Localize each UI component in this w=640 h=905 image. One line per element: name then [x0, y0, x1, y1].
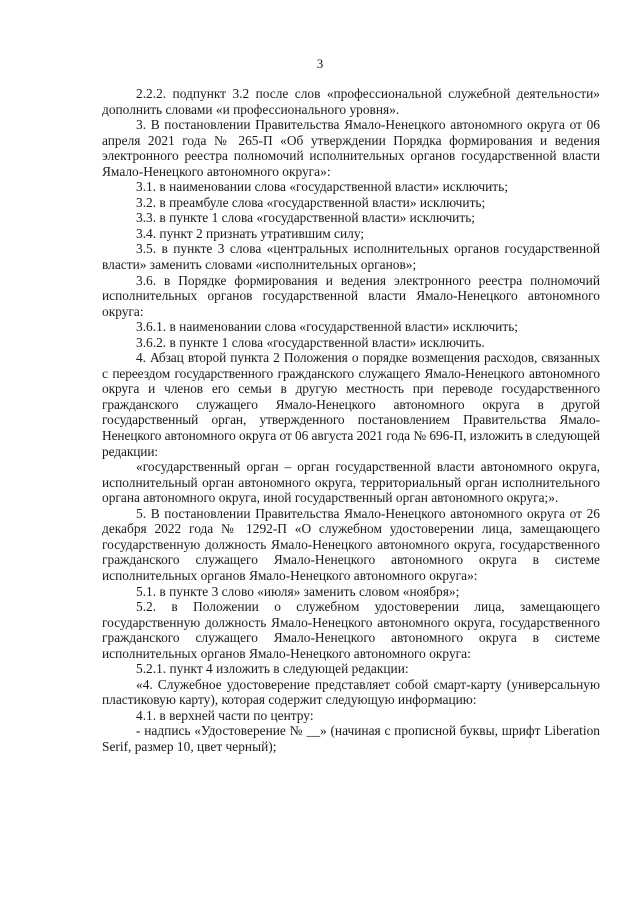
paragraph-3-6-2: 3.6.2. в пункте 1 слова «государственной власти» исключить. — [136, 334, 485, 350]
paragraph-3-6: 3.6. в Порядке формирования и ведения электронного реестра полномочий исполнительных органов государственной власти Ямало-Ненецкого автономного округа: — [102, 272, 600, 319]
paragraph-3-4: 3.4. пункт 2 признать утратившим силу; — [136, 225, 365, 241]
document-body — [102, 86, 600, 755]
paragraph-4-1-item: - надпись «Удостоверение № __» (начиная с прописной буквы, шрифт Liberation Serif, размер 10, цвет черный); — [102, 723, 600, 754]
paragraph-3-3: 3.3. в пункте 1 слова «государственной власти» исключить; — [136, 210, 476, 226]
paragraph-2-2-2: 2.2.2. подпункт 3.2 после слов «профессиональной служебной деятельности» дополнить словами «и профессионального уровня». — [102, 86, 600, 117]
paragraph-3-5: 3.5. в пункте 3 слова «центральных исполнительных органов государственной власти» заменить словами «исполнительных органов»; — [102, 241, 600, 273]
paragraph-4: 4. Абзац второй пункта 2 Положения о порядке возмещения расходов, связанных с переездом государственного гражданского служащего Ямало-Ненецкого автономного округа и членов его семьи в другую местность при переводе государственного гражданского служащего Ямало-Ненецкого автономного округа в другой государственный орган, утвержденного постановлением Правительства Ямало-Ненецкого автономного округа от 06 августа 2021 года № 696-П, изложить в следующей редакции: — [102, 350, 600, 459]
paragraph-3-1: 3.1. в наименовании слова «государственной власти» исключить; — [136, 179, 508, 195]
paragraph-5-2: 5.2. в Положении о служебном удостоверении лица, замещающего государственную должность Ямало-Ненецкого автономного округа, государственного гражданского служащего Ямало-Ненецкого автономного округа в системе исполнительных органов Ямало-Ненецкого автономного округа: — [102, 599, 600, 661]
paragraph-5: 5. В постановлении Правительства Ямало-Ненецкого автономного округа от 26 декабря 2022 года № 1292-П «О служебном удостоверении лица, замещающего государственную должность Ямало-Ненецкого автономного округа, государственного гражданского служащего Ямало-Ненецкого автономного округа в системе исполнительных органов Ямало-Ненецкого автономного округа»: — [102, 505, 600, 583]
paragraph-3-6-1: 3.6.1. в наименовании слова «государственной власти» исключить; — [136, 319, 519, 335]
paragraph-4-1: 4.1. в верхней части по центру: — [136, 707, 314, 723]
paragraph-5-2-1: 5.2.1. пункт 4 изложить в следующей редакции: — [136, 661, 409, 677]
paragraph-4-quote: «государственный орган – орган государственной власти автономного округа, исполнительный орган автономного округа, территориальный орган исполнительного органа автономного округа, иной государственный орган автономного округа;». — [102, 459, 600, 506]
paragraph-3-2: 3.2. в преамбуле слова «государственной власти» исключить; — [136, 194, 486, 210]
page-number: 3 — [316, 56, 324, 71]
paragraph-4-card: «4. Служебное удостоверение представляет собой смарт-карту (универсальную пластиковую карту), которая содержит следующую информацию: — [102, 676, 600, 708]
paragraph-5-1: 5.1. в пункте 3 слово «июля» заменить словом «ноября»; — [136, 583, 460, 599]
paragraph-3: 3. В постановлении Правительства Ямало-Ненецкого автономного округа от 06 апреля 2021 года № 265-П «Об утверждении Порядка формирования и ведения электронного реестра полномочий исполнительных органов государственной власти Ямало-Ненецкого автономного округа»: — [102, 117, 600, 179]
